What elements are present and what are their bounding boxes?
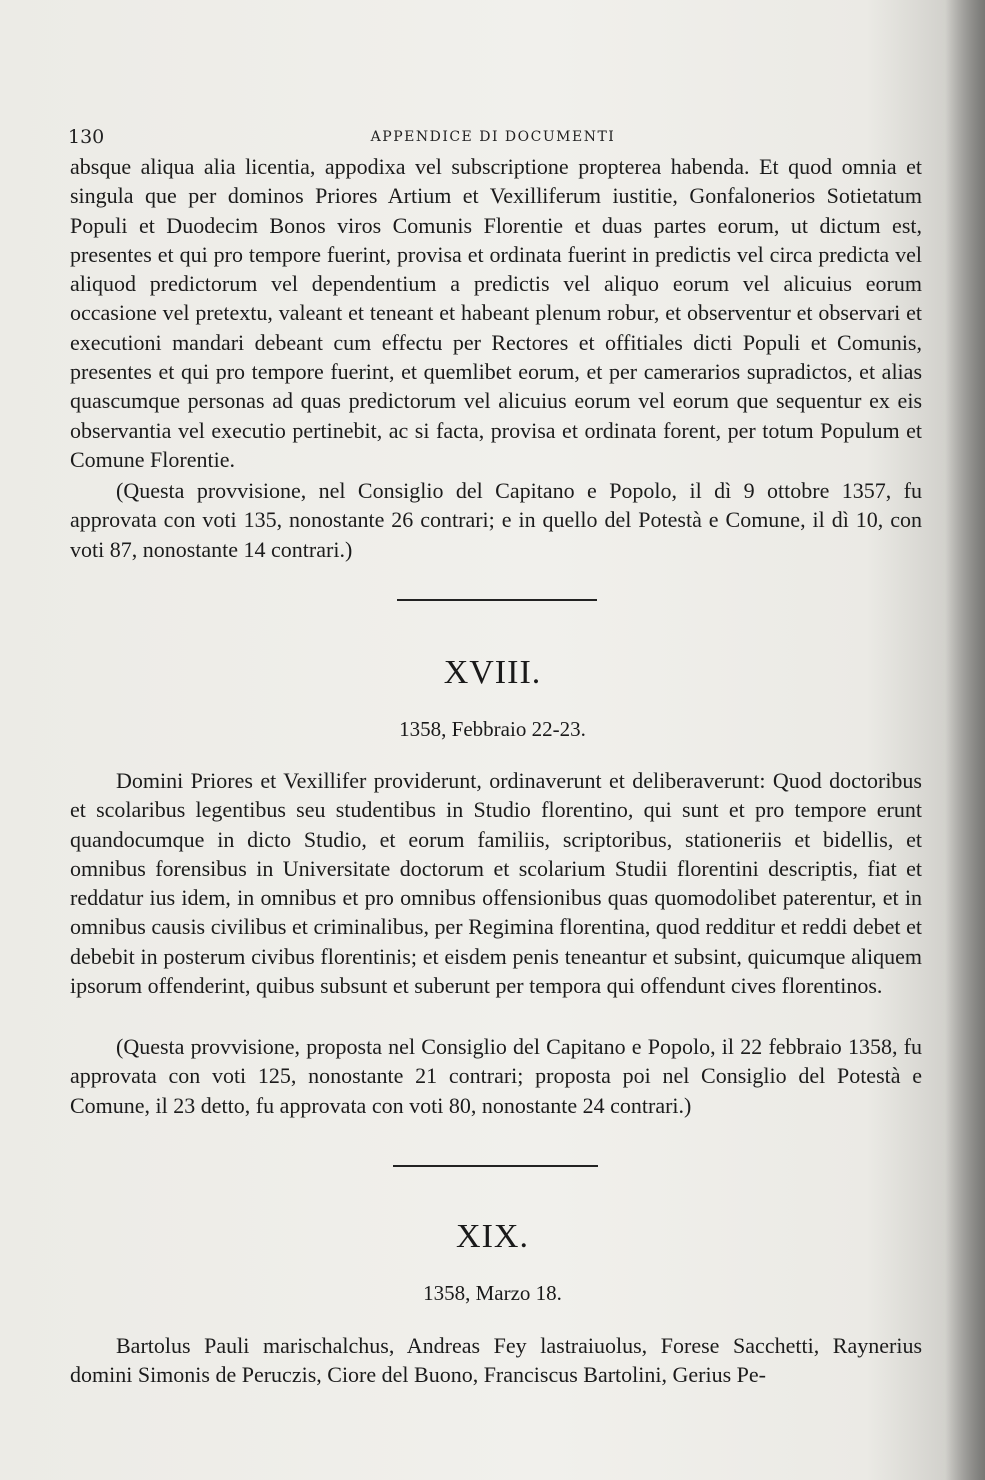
provision-note-xviii: (Questa provvisione, proposta nel Consiglio del Capitano e Popolo, il 22 febbraio 1358, fu approvata con voti 125, nonostante 21 contrari; proposta poi nel Consiglio del Potestà e Comune, il 23 detto, fu approvata con voti 80, nonostante 24 contrari.) xyxy=(70,1034,922,1118)
section-divider xyxy=(393,1165,598,1167)
section-date-xviii: 1358, Febbraio 22-23. xyxy=(399,717,586,741)
section-title-xviii: XVIII. xyxy=(443,654,542,691)
section-divider xyxy=(397,599,597,601)
provision-note-1: (Questa provvisione, nel Consiglio del Capitano e Popolo, il dì 9 ottobre 1357, fu approvata con voti 135, nonostante 26 contrari; e in quello del Potestà e Comune, il dì 10, con voti 87, nonostante 14 contrari.) xyxy=(70,478,922,562)
section-text-xix: Bartolus Pauli marischalchus, Andreas Fey lastraiuolus, Forese Sacchetti, Raynerius domini Simonis de Peruczis, Ciore del Buono, Franciscus Bartolini, Gerius Pe- xyxy=(70,1333,922,1388)
running-title: APPENDICE DI DOCUMENTI xyxy=(370,129,616,145)
continuation-paragraph: absque aliqua alia licentia, appodixa vel subscriptione propterea habenda. Et quod omnia et singula que per dominos Priores Artium et Vexilliferum iustitie, Gonfalonerios Sotietatum Populi et Duodecim Bonos viros Comunis Florentie et duas partes eorum, ut dictum est, presentes et qui pro tempore fuerint, provisa et ordinata fuerint in predictis vel circa predicta vel aliquod predictorum vel dependentium a predictis vel aliquo eorum vel alicuius eorum occasione vel pretextu, valeant et teneant et habeant plenum robur, et observentur et observari et executioni mandari debeant cum effectu per Rectores et offitiales dicti Populi et Comunis, presentes et qui pro tempore fuerint, et quemlibet eorum, et per camerarios supradictos, et alias quascumque personas ad quas predictorum vel alicuius eorum vel eorum que sequentur ex eis observantia vel executio pertinebit, ac si facta, provisa et ordinata forent, per totum Populum et Comune Florentie. xyxy=(70,154,922,472)
page-number: 130 xyxy=(68,126,105,148)
section-text-xviii: Domini Priores et Vexillifer providerunt, ordinaverunt et deliberaverunt: Quod doctoribus et scolaribus legentibus seu studentibus in Studio florentino, qui sunt et pro tempore erunt quandocumque in dicto Studio, et eorum familiis, scriptoribus, stationeriis et bidellis, et omnibus forensibus in Universitate doctorum et scolarium Studii florentini descriptis, fiat et reddatur ius idem, in omnibus et pro omnibus offensionibus quas quomodolibet paterentur, et in omnibus causis civilibus et criminalibus, per Regimina florentina, quod redditur et reddi debet et debebit in posterum civibus florentinis; et eisdem penis teneantur et subsint, quicumque aliquem ipsorum offenderint, quibus subsunt et suberunt per tempora qui offendunt cives florentinos. xyxy=(70,768,922,999)
section-title-xix: XIX. xyxy=(456,1218,529,1255)
section-date-xix: 1358, Marzo 18. xyxy=(423,1281,562,1305)
page-header xyxy=(68,126,918,150)
